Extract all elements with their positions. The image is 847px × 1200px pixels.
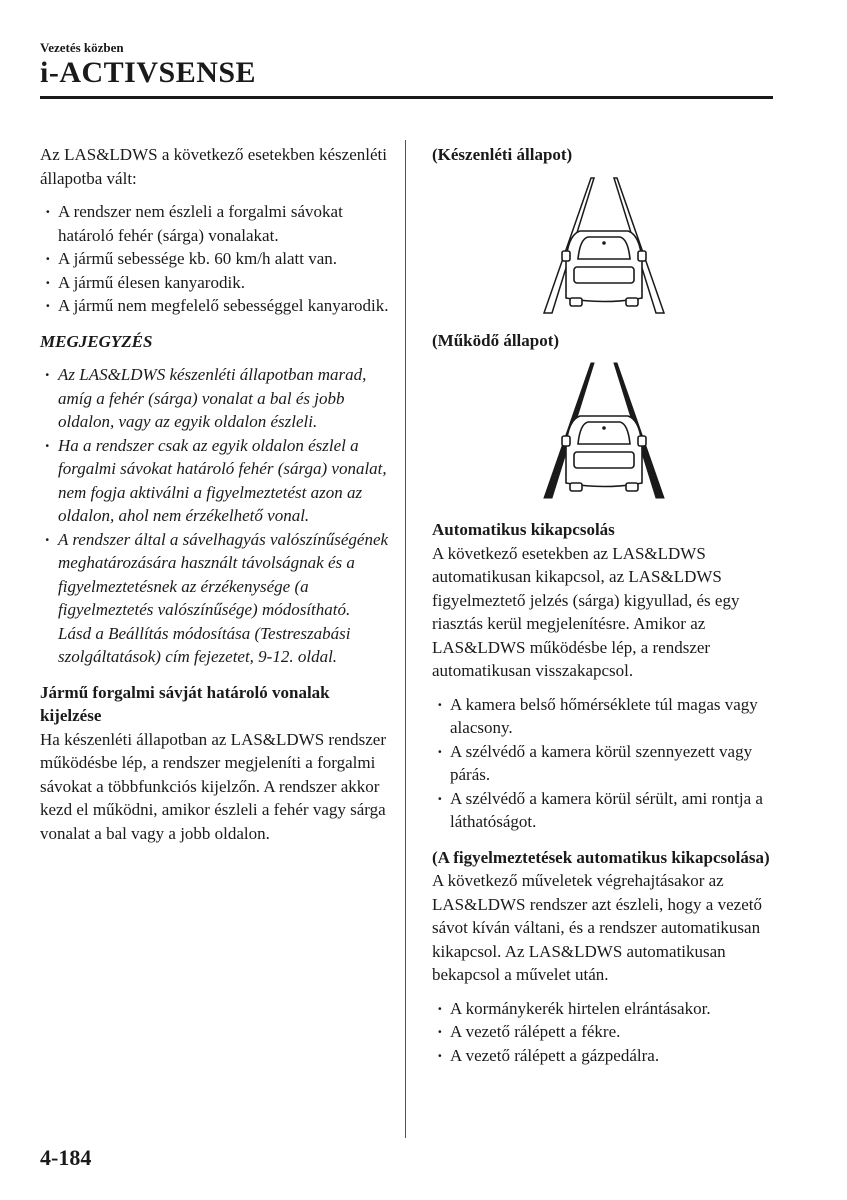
list-item: · A vezető rálépett a gázpedálra.	[432, 1044, 777, 1068]
list-item: · A jármű nem megfelelő sebességgel kanyarodik.	[40, 294, 390, 318]
page-title: i-ACTIVSENSE	[40, 56, 257, 89]
list-item: · A szélvédő a kamera körül szennyezett vagy párás.	[432, 740, 777, 787]
list-item: · Az LAS&LDWS készenléti állapotban marad, amíg a fehér (sárga) vonalat a bal és jobb oldalon, vagy az egyik oldalon észleli.	[40, 363, 390, 434]
list-item: · A rendszer nem észleli a forgalmi sávokat határoló fehér (sárga) vonalakat.	[40, 200, 390, 247]
warning-off-paragraph: A következő műveletek végrehajtásakor az LAS&LDWS rendszer azt észleli, hogy a vezető sávot kíván váltani, és a rendszer automatikusan kikapcsol. Az LAS&LDWS automatikusan bekapcsol a művelet után.	[432, 871, 762, 984]
note-heading: MEGJEGYZÉS	[40, 331, 153, 351]
car-lane-standby-icon	[514, 173, 694, 323]
note-list	[40, 363, 390, 622]
left-column	[40, 143, 390, 845]
list-item: · A vezető rálépett a fékre.	[432, 1020, 777, 1044]
warning-off-heading: (A figyelmeztetések automatikus kikapcsolása)	[432, 847, 770, 867]
list-item: · A szélvédő a kamera körül sérült, ami rontja a láthatóságot.	[432, 787, 777, 834]
list-item: · A rendszer által a sávelhagyás valószínűségének meghatározására használt távolságnak és a figyelmeztetésnek az érzékenysége (a figyelmeztetés valószínűsége) módosítható.	[40, 528, 390, 622]
auto-off-conditions-list	[432, 693, 777, 834]
list-item: · A kamera belső hőmérséklete túl magas vagy alacsony.	[432, 693, 777, 740]
note-reference: Lásd a Beállítás módosítása (Testreszabási szolgáltatások) cím fejezetet, 9-12. oldal.	[58, 623, 351, 666]
list-item: · Ha a rendszer csak az egyik oldalon észlel a forgalmi sávokat határoló fehér (sárga) vonalat, nem fogja aktiválni a figyelmeztetést azon az oldalon, ahol nem érzékelhető vonal.	[40, 434, 390, 528]
page-number: 4-184	[40, 1145, 92, 1170]
auto-off-heading: Automatikus kikapcsolás	[432, 520, 615, 539]
auto-off-paragraph: A következő esetekben az LAS&LDWS automatikusan kikapcsol, az LAS&LDWS figyelmeztető jelzés (sárga) kigyullad, és egy riasztás kerül megjelenítésre. Amikor az LAS&LDWS működésbe lép, a rendszer automatikusan visszakapcsol.	[432, 543, 740, 680]
list-item: · A jármű élesen kanyarodik.	[40, 271, 390, 295]
lane-display-heading: Jármű forgalmi sávját határoló vonalak kijelzése	[40, 682, 330, 725]
column-divider	[405, 140, 406, 1138]
lane-display-paragraph: Ha készenléti állapotban az LAS&LDWS rendszer működésbe lép, a rendszer megjeleníti a forgalmi sávokat a többfunkciós kijelzőn. A rendszer akkor kezd el működni, amikor észleli a fehér vagy sárga vonalat a bal vagy a jobb oldalon.	[40, 729, 387, 843]
intro-paragraph: Az LAS&LDWS a következő esetekben készenléti állapotba vált:	[40, 145, 387, 188]
figure-caption-standby: (Készenléti állapot)	[432, 145, 573, 164]
list-item: · A jármű sebessége kb. 60 km/h alatt van.	[40, 247, 390, 271]
section-label: Vezetés közben	[40, 40, 124, 55]
figure-caption-active: (Működő állapot)	[432, 330, 560, 350]
standby-conditions-list	[40, 200, 390, 318]
list-item: · A kormánykerék hirtelen elrántásakor.	[432, 997, 777, 1021]
title-rule	[40, 96, 773, 99]
right-column	[432, 143, 777, 1077]
warning-off-conditions-list	[432, 997, 777, 1068]
car-lane-active-icon	[514, 358, 694, 508]
